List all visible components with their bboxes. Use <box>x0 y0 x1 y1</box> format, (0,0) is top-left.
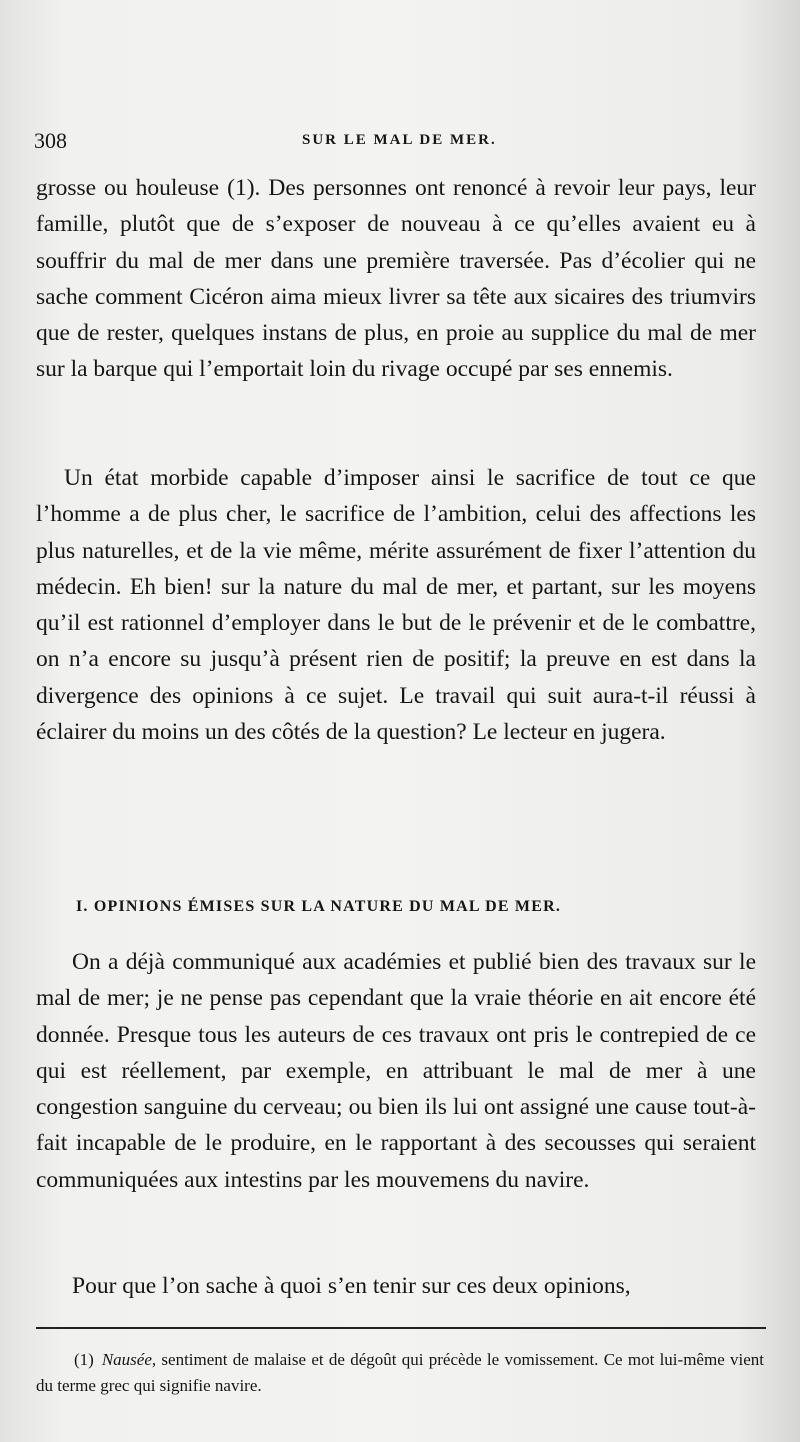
footnote-text: sentiment de malaise et de dégoût qui précède le vomissement. Ce mot lui-même vient du terme grec qui signifie navire. <box>36 1350 765 1395</box>
footnote-divider <box>36 1327 766 1329</box>
footnote-marker: (1) <box>74 1350 94 1369</box>
footnote-term: Nausée, <box>101 1350 157 1369</box>
section-heading: I. OPINIONS ÉMISES SUR LA NATURE DU MAL DE MER. <box>76 898 562 915</box>
paragraph-4: Pour que l’on sache à quoi s’en tenir sur ces deux opinions, <box>72 1273 631 1299</box>
page-number: 308 <box>34 128 67 153</box>
page-header <box>34 128 764 158</box>
paragraph-1: grosse ou houleuse (1). Des personnes ont renoncé à revoir leur pays, leur famille, plutôt que de s’exposer de nouveau à ce qu’elles avaient eu à souffrir du mal de mer dans une première traversée. Pas d’écolier qui ne sache comment Cicéron aima mieux livrer sa tête aux sicaires des triumvirs que de rester, quelques instans de plus, en proie au supplice du mal de mer sur la barque qui l’emportait loin du rivage occupé par ses ennemis. <box>36 175 756 383</box>
footnote <box>36 1347 764 1399</box>
paragraph-3: On a déjà communiqué aux académies et publié bien des travaux sur le mal de mer; je ne pense pas cependant que la vraie théorie en ait encore été donnée. Presque tous les auteurs de ces travaux ont pris le contrepied de ce qui est réellement, par exemple, en attribuant le mal de mer à une congestion sanguine du cerveau; ou bien ils lui ont assigné une cause tout-à-fait incapable de le produire, en le rapportant à des secousses qui seraient communiquées aux intestins par les mouvemens du navire. <box>36 949 756 1193</box>
running-title: SUR LE MAL DE MER. <box>302 132 497 148</box>
paragraph-2: Un état morbide capable d’imposer ainsi le sacrifice de tout ce que l’homme a de plus cher, le sacrifice de l’ambition, celui des affections les plus naturelles, et de la vie même, mérite assurément de fixer l’attention du médecin. Eh bien! sur la nature du mal de mer, et partant, sur les moyens qu’il est rationnel d’employer dans le but de le prévenir et de le combattre, on n’a encore su jusqu’à présent rien de positif; la preuve en est dans la divergence des opinions à ce sujet. Le travail qui suit aura-t-il réussi à éclairer du moins un des côtés de la question? Le lecteur en jugera. <box>36 465 756 746</box>
